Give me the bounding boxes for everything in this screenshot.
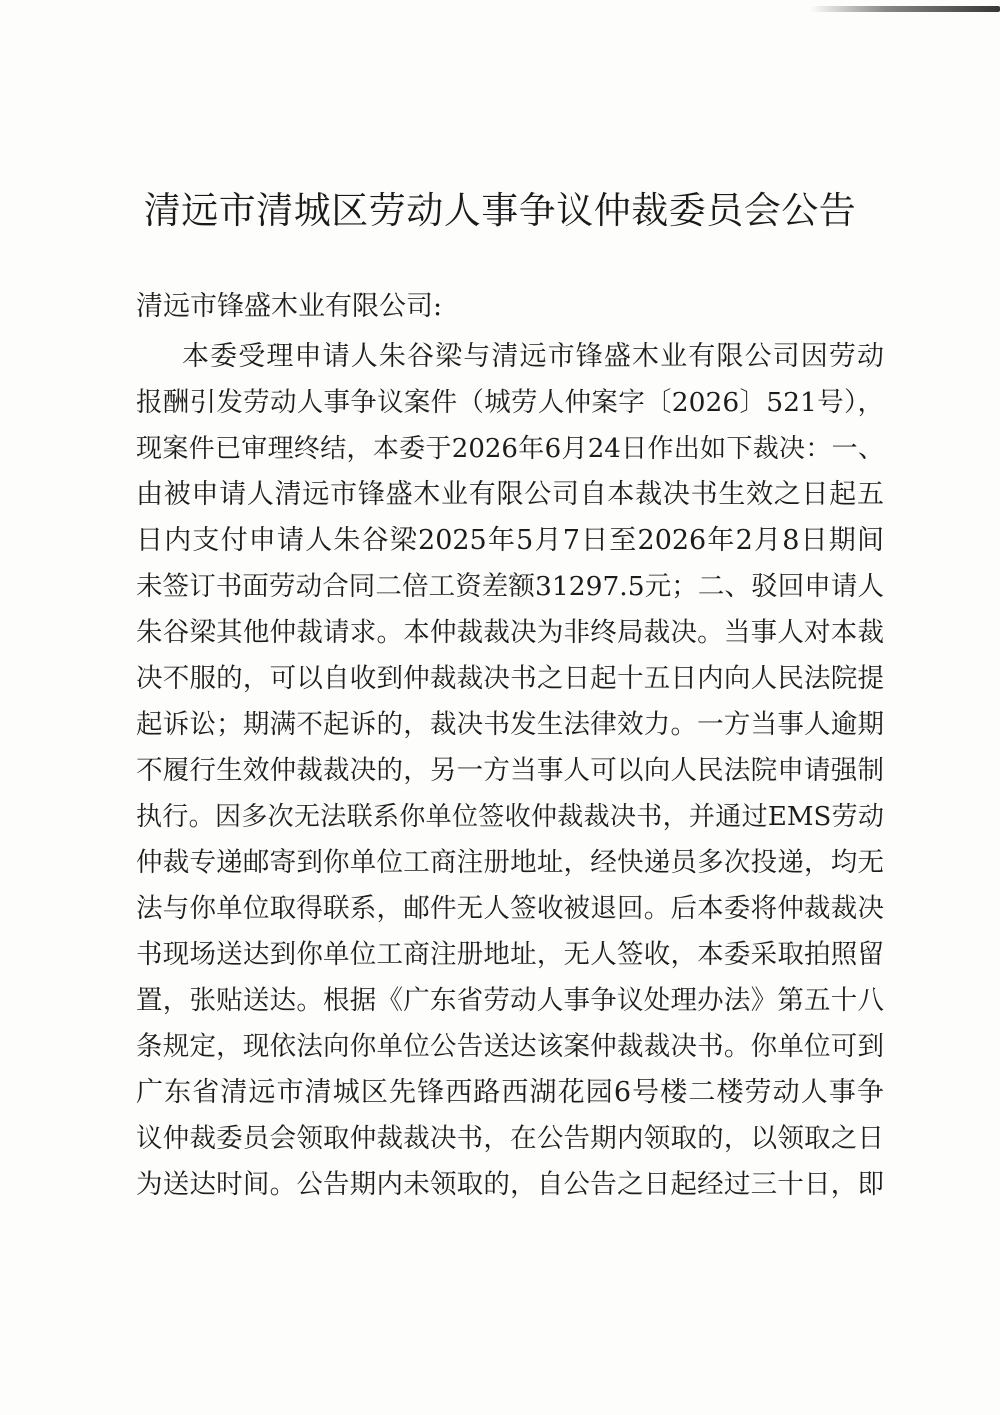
body-line: 执行。因多次无法联系你单位签收仲裁裁决书，并通过EMS劳动 <box>136 802 884 832</box>
body-line: 置，张贴送达。根据《广东省劳动人事争议处理办法》第五十八 <box>136 985 884 1016</box>
body-line: 广东省清远市清城区先锋西路西湖花园6号楼二楼劳动人事争 <box>136 1077 884 1108</box>
body-line: 起诉讼；期满不起诉的，裁决书发生法律效力。一方当事人逾期 <box>136 709 884 740</box>
body-line: 法与你单位取得联系，邮件无人签收被退回。后本委将仲裁裁决 <box>136 893 884 924</box>
body-line: 未签订书面劳动合同二倍工资差额31297.5元；二、驳回申请人 <box>136 571 884 602</box>
body-line: 条规定，现依法向你单位公告送达该案仲裁裁决书。你单位可到 <box>136 1031 884 1062</box>
body-line: 朱谷梁其他仲裁请求。本仲裁裁决为非终局裁决。当事人对本裁 <box>136 617 884 648</box>
body-line: 报酬引发劳动人事争议案件（城劳人仲案字〔2026〕521号）， <box>136 387 884 418</box>
body-line: 由被申请人清远市锋盛木业有限公司自本裁决书生效之日起五 <box>136 479 884 510</box>
page-title: 清远市清城区劳动人事争议仲裁委员会公告 <box>143 189 857 232</box>
body-line: 为送达时间。公告期内未领取的，自公告之日起经过三十日，即 <box>136 1169 884 1200</box>
body-line: 仲裁专递邮寄到你单位工商注册地址，经快递员多次投递，均无 <box>136 847 884 878</box>
body-line: 日内支付申请人朱谷梁2025年5月7日至2026年2月8日期间 <box>136 525 884 556</box>
body-line: 现案件已审理终结，本委于2026年6月24日作出如下裁决：一、 <box>136 434 884 464</box>
body-line: 不履行生效仲裁裁决的，另一方当事人可以向人民法院申请强制 <box>136 755 884 786</box>
addressee: 清远市锋盛木业有限公司: <box>136 291 443 322</box>
body-line: 本委受理申请人朱谷梁与清远市锋盛木业有限公司因劳动 <box>182 341 884 372</box>
scan-edge-mark <box>810 6 1000 12</box>
body-line: 决不服的，可以自收到仲裁裁决书之日起十五日内向人民法院提 <box>136 663 884 694</box>
body-line: 议仲裁委员会领取仲裁裁决书，在公告期内领取的，以领取之日 <box>136 1123 884 1154</box>
body-line: 书现场送达到你单位工商注册地址，无人签收，本委采取拍照留 <box>136 939 884 970</box>
